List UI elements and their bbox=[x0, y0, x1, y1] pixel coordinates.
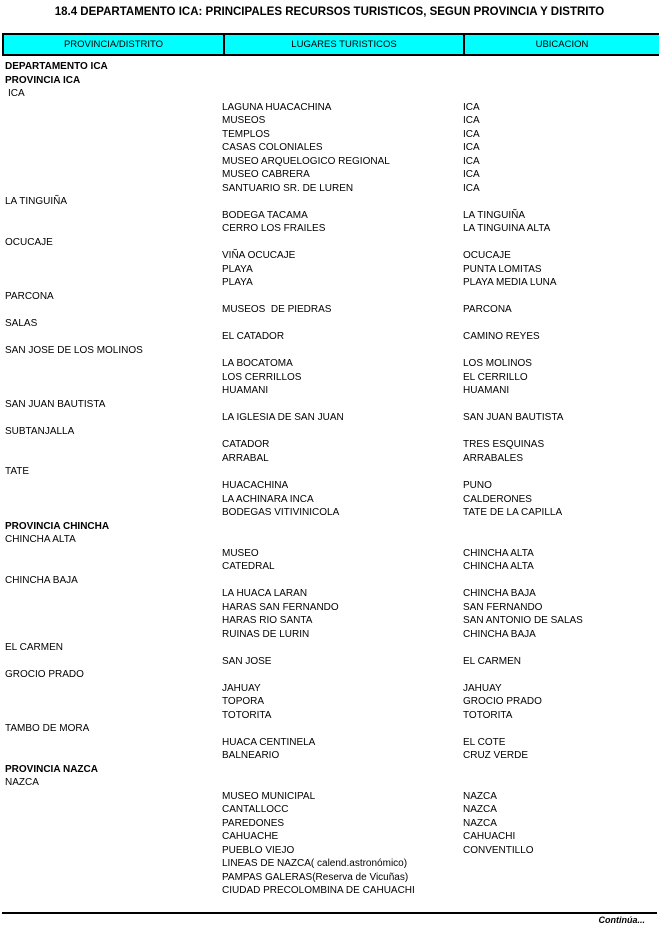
location-cell: OCUCAJE bbox=[463, 250, 511, 262]
table-row bbox=[0, 114, 659, 128]
place-cell: BODEGAS VITIVINICOLA bbox=[222, 507, 340, 519]
table-row bbox=[0, 236, 659, 250]
place-cell: HARAS SAN FERNANDO bbox=[222, 601, 339, 613]
location-cell: HUAMANI bbox=[463, 385, 510, 397]
place-cell: CANTALLOCC bbox=[222, 804, 289, 816]
table-row bbox=[0, 398, 659, 412]
district-cell: DEPARTAMENTO ICA bbox=[5, 61, 108, 72]
table-row bbox=[0, 384, 659, 398]
location-cell: EL COTE bbox=[463, 736, 506, 748]
location-cell: SAN ANTONIO DE SALAS bbox=[463, 615, 583, 627]
table-row bbox=[0, 438, 659, 452]
district-cell: GROCIO PRADO bbox=[5, 669, 84, 681]
place-cell: PAMPAS GALERAS(Reserva de Vicuñas) bbox=[222, 871, 409, 883]
table-row bbox=[0, 290, 659, 304]
table-row bbox=[0, 790, 659, 804]
table-row bbox=[0, 817, 659, 831]
table-row bbox=[0, 574, 659, 588]
location-cell: CHINCHA BAJA bbox=[463, 588, 536, 600]
place-cell: PLAYA bbox=[222, 263, 253, 275]
table-row bbox=[0, 303, 659, 317]
district-cell: SAN JUAN BAUTISTA bbox=[5, 398, 106, 410]
place-cell: LINEAS DE NAZCA( calend.astronómico) bbox=[222, 858, 408, 870]
table-row bbox=[0, 128, 659, 142]
place-cell: SANTUARIO SR. DE LUREN bbox=[222, 182, 354, 194]
table-row bbox=[0, 722, 659, 736]
place-cell: LOS CERRILLOS bbox=[222, 371, 302, 383]
table-row bbox=[0, 452, 659, 466]
district-cell: SUBTANJALLA bbox=[5, 425, 75, 437]
table-row bbox=[0, 749, 659, 763]
page-title: 18.4 DEPARTAMENTO ICA: PRINCIPALES RECURSOS TURISTICOS, SEGUN PROVINCIA Y DISTRITO bbox=[54, 6, 605, 18]
place-cell: MUSEOS bbox=[222, 115, 266, 127]
table-row bbox=[0, 695, 659, 709]
table-row bbox=[0, 830, 659, 844]
table-row bbox=[0, 560, 659, 574]
district-cell: NAZCA bbox=[5, 777, 39, 789]
table-row bbox=[0, 425, 659, 439]
table-row bbox=[0, 74, 659, 88]
table-row bbox=[0, 222, 659, 236]
table-row bbox=[0, 168, 659, 182]
district-cell: SAN JOSE DE LOS MOLINOS bbox=[5, 344, 143, 356]
location-cell: ICA bbox=[463, 101, 480, 113]
place-cell: PLAYA bbox=[222, 277, 253, 289]
table-row bbox=[0, 317, 659, 331]
table-row bbox=[0, 479, 659, 493]
district-cell: TAMBO DE MORA bbox=[5, 723, 90, 735]
place-cell: HUACACHINA bbox=[222, 479, 289, 491]
table-row bbox=[0, 803, 659, 817]
location-cell: LA TINGUINA ALTA bbox=[463, 223, 551, 235]
district-cell: OCUCAJE bbox=[5, 236, 53, 248]
location-cell: LOS MOLINOS bbox=[463, 358, 532, 370]
place-cell: BODEGA TACAMA bbox=[222, 209, 308, 221]
table-row bbox=[0, 276, 659, 290]
continuation-note: Continúa... bbox=[598, 915, 645, 925]
table-row bbox=[0, 587, 659, 601]
table-row bbox=[0, 141, 659, 155]
place-cell: CATADOR bbox=[222, 439, 270, 451]
location-cell: TATE DE LA CAPILLA bbox=[463, 507, 563, 519]
place-cell: HARAS RIO SANTA bbox=[222, 615, 313, 627]
place-cell: TOTORITA bbox=[222, 709, 272, 721]
location-cell: LA TINGUIÑA bbox=[463, 209, 526, 221]
location-cell: PARCONA bbox=[463, 304, 512, 316]
district-cell: CHINCHA ALTA bbox=[5, 534, 76, 546]
column-header-lugares-turisticos: LUGARES TURISTICOS bbox=[225, 35, 465, 54]
table-row bbox=[0, 857, 659, 871]
location-cell: CAHUACHI bbox=[463, 831, 516, 843]
district-cell: LA TINGUIÑA bbox=[5, 196, 68, 208]
column-header-provincia-distrito: PROVINCIA/DISTRITO bbox=[4, 35, 225, 54]
table-row bbox=[0, 182, 659, 196]
bottom-divider bbox=[2, 912, 657, 914]
location-cell: JAHUAY bbox=[463, 682, 502, 694]
place-cell: TOPORA bbox=[222, 696, 265, 708]
table-row bbox=[0, 884, 659, 898]
place-cell: HUACA CENTINELA bbox=[222, 736, 316, 748]
place-cell: PAREDONES bbox=[222, 817, 285, 829]
table-row bbox=[0, 506, 659, 520]
place-cell: CATEDRAL bbox=[222, 561, 275, 573]
place-cell: EL CATADOR bbox=[222, 331, 285, 343]
table-row bbox=[0, 547, 659, 561]
table-row bbox=[0, 682, 659, 696]
district-cell: PROVINCIA CHINCHA bbox=[5, 520, 110, 532]
table-row bbox=[0, 736, 659, 750]
location-cell: ICA bbox=[463, 182, 480, 194]
table-row bbox=[0, 411, 659, 425]
location-cell: ICA bbox=[463, 155, 480, 167]
table-row bbox=[0, 520, 659, 534]
table-row bbox=[0, 763, 659, 777]
district-cell: PARCONA bbox=[5, 290, 54, 302]
table-body bbox=[0, 60, 659, 898]
district-cell: TATE bbox=[5, 466, 30, 478]
place-cell: HUAMANI bbox=[222, 385, 269, 397]
table-row bbox=[0, 330, 659, 344]
table-row bbox=[0, 641, 659, 655]
place-cell: LA ACHINARA INCA bbox=[222, 493, 314, 505]
place-cell: CIUDAD PRECOLOMBINA DE CAHUACHI bbox=[222, 885, 415, 897]
place-cell: MUSEO MUNICIPAL bbox=[222, 790, 316, 802]
location-cell: CHINCHA ALTA bbox=[463, 547, 534, 559]
table-row bbox=[0, 344, 659, 358]
table-row bbox=[0, 155, 659, 169]
table-row bbox=[0, 709, 659, 723]
place-cell: BALNEARIO bbox=[222, 750, 280, 762]
location-cell: SAN FERNANDO bbox=[463, 601, 543, 613]
column-header-ubicacion: UBICACION bbox=[465, 35, 659, 54]
place-cell: SAN JOSE bbox=[222, 655, 272, 667]
place-cell: CASAS COLONIALES bbox=[222, 142, 323, 154]
place-cell: LA IGLESIA DE SAN JUAN bbox=[222, 412, 344, 424]
table-row bbox=[0, 195, 659, 209]
location-cell: EL CERRILLO bbox=[463, 371, 528, 383]
district-cell: SALAS bbox=[5, 317, 38, 329]
location-cell: NAZCA bbox=[463, 817, 497, 829]
district-cell: EL CARMEN bbox=[5, 642, 63, 654]
district-cell: PROVINCIA ICA bbox=[5, 74, 81, 86]
table-row bbox=[0, 357, 659, 371]
place-cell: PUEBLO VIEJO bbox=[222, 844, 295, 856]
location-cell: PLAYA MEDIA LUNA bbox=[463, 277, 557, 289]
location-cell: CONVENTILLO bbox=[463, 844, 534, 856]
location-cell: ICA bbox=[463, 142, 480, 154]
district-cell: PROVINCIA NAZCA bbox=[5, 763, 98, 775]
table-row bbox=[0, 871, 659, 885]
location-cell: ICA bbox=[463, 169, 480, 181]
table-row bbox=[0, 668, 659, 682]
location-cell: CALDERONES bbox=[463, 493, 532, 505]
location-cell: EL CARMEN bbox=[463, 655, 521, 667]
location-cell: GROCIO PRADO bbox=[463, 696, 542, 708]
location-cell: TOTORITA bbox=[463, 709, 513, 721]
place-cell: CERRO LOS FRAILES bbox=[222, 223, 326, 235]
table-row bbox=[0, 101, 659, 115]
place-cell: LAGUNA HUACACHINA bbox=[222, 101, 332, 113]
location-cell: SAN JUAN BAUTISTA bbox=[463, 412, 564, 424]
location-cell: PUNO bbox=[463, 479, 492, 491]
location-cell: PUNTA LOMITAS bbox=[463, 263, 542, 275]
table-header-row bbox=[2, 33, 659, 56]
place-cell: RUINAS DE LURIN bbox=[222, 628, 310, 640]
place-cell: CAHUACHE bbox=[222, 831, 279, 843]
place-cell: MUSEO bbox=[222, 547, 259, 559]
place-cell: MUSEO CABRERA bbox=[222, 169, 310, 181]
table-row bbox=[0, 60, 659, 74]
place-cell: TEMPLOS bbox=[222, 128, 270, 140]
location-cell: ARRABALES bbox=[463, 452, 524, 464]
location-cell: CRUZ VERDE bbox=[463, 750, 529, 762]
place-cell: LA BOCATOMA bbox=[222, 358, 293, 370]
location-cell: ICA bbox=[463, 128, 480, 140]
table-row bbox=[0, 655, 659, 669]
place-cell: LA HUACA LARAN bbox=[222, 588, 308, 600]
location-cell: CAMINO REYES bbox=[463, 331, 540, 343]
district-cell: CHINCHA BAJA bbox=[5, 574, 78, 586]
table-row bbox=[0, 263, 659, 277]
location-cell: CHINCHA BAJA bbox=[463, 628, 536, 640]
table-row bbox=[0, 465, 659, 479]
table-row bbox=[0, 209, 659, 223]
table-row bbox=[0, 87, 659, 101]
table-row bbox=[0, 844, 659, 858]
table-row bbox=[0, 614, 659, 628]
table-row bbox=[0, 533, 659, 547]
table-row bbox=[0, 249, 659, 263]
location-cell: NAZCA bbox=[463, 790, 497, 802]
place-cell: JAHUAY bbox=[222, 682, 261, 694]
district-cell: ICA bbox=[8, 88, 25, 100]
place-cell: VIÑA OCUCAJE bbox=[222, 250, 296, 262]
table-row bbox=[0, 493, 659, 507]
place-cell: ARRABAL bbox=[222, 452, 269, 464]
location-cell: CHINCHA ALTA bbox=[463, 561, 534, 573]
table-row bbox=[0, 371, 659, 385]
place-cell: MUSEOS DE PIEDRAS bbox=[222, 304, 332, 316]
location-cell: NAZCA bbox=[463, 804, 497, 816]
table-row bbox=[0, 601, 659, 615]
table-row bbox=[0, 776, 659, 790]
table-row bbox=[0, 628, 659, 642]
location-cell: TRES ESQUINAS bbox=[463, 439, 545, 451]
place-cell: MUSEO ARQUELOGICO REGIONAL bbox=[222, 155, 390, 167]
location-cell: ICA bbox=[463, 115, 480, 127]
